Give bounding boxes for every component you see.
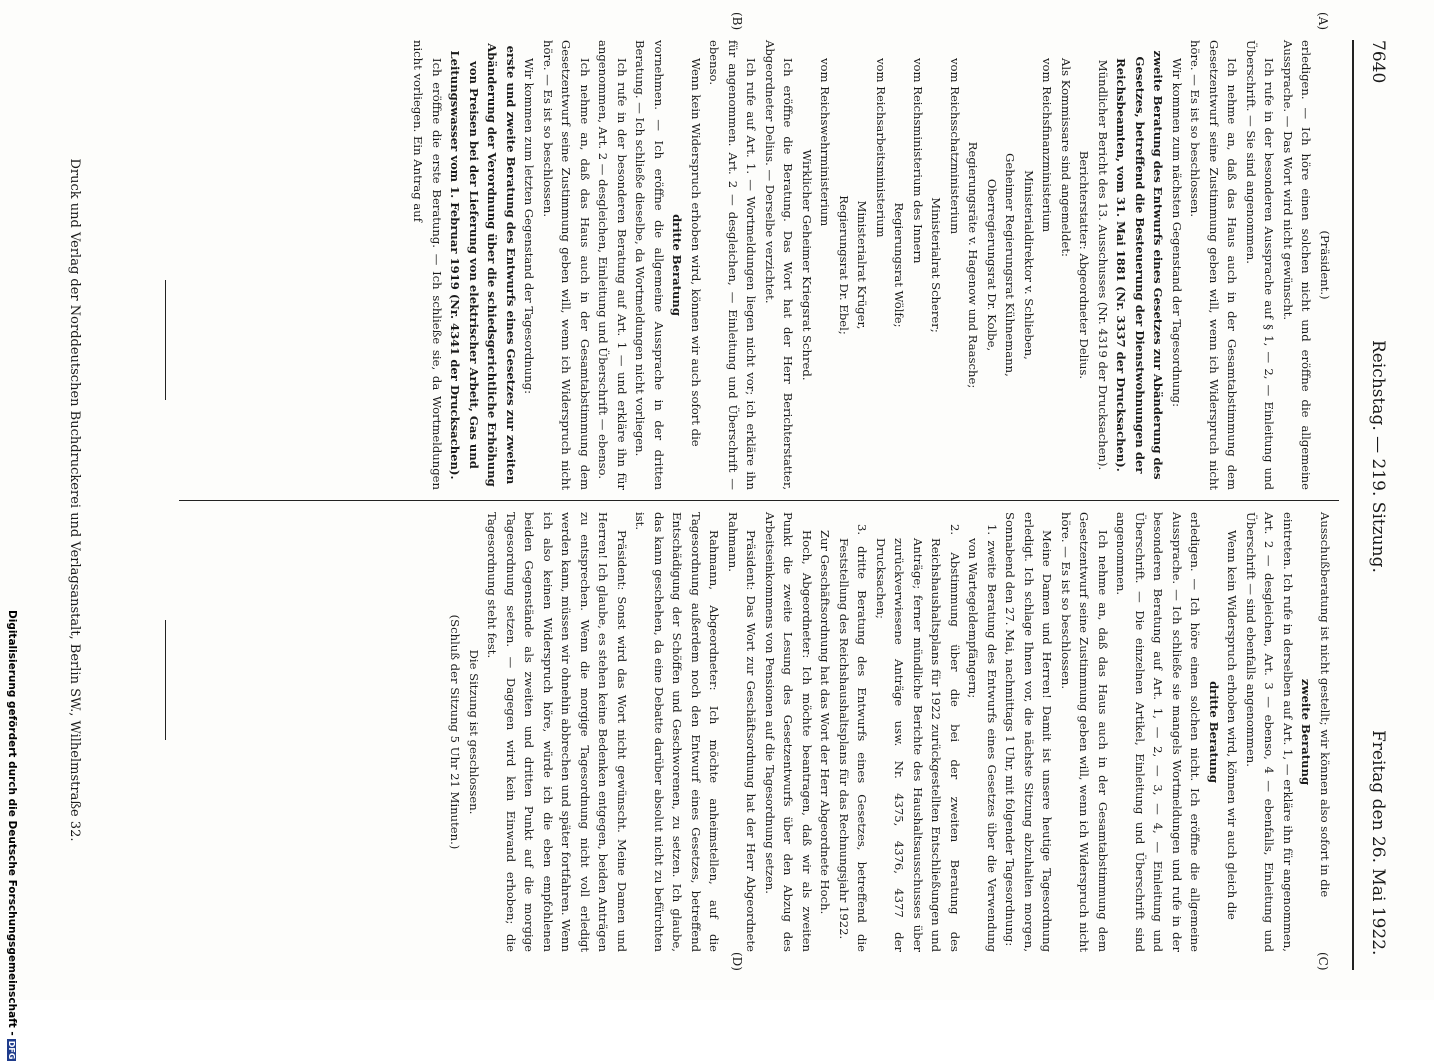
bottom-rule-right xyxy=(165,620,166,740)
list-item: Geheimer Regierungsrat Kühnemann, xyxy=(1003,153,1018,377)
margin-mark-b: (B) xyxy=(730,12,744,31)
agenda-heading: zweite Beratung des Entwurfs eines Gesetzes zur Abänderung des Gesetzes, betreffend die Besteuerung der Dienstwohnungen der Reichsbeamten, vom 31. Mai 1881 (Nr. 3337 der Drucksachen). xyxy=(1114,50,1166,480)
closing-line: Die Sitzung ist geschlossen. xyxy=(467,649,481,815)
header-date: Freitag den 26. Mai 1922. xyxy=(1368,730,1388,956)
agenda-item: 2. Abstimmung über die bei der zweiten Beratung des Reichshaushaltsplans für 1922 zurückgestellten Entschließungen und Anträge; ferner mündliche Berichte des Haushaltsausschusses über zurückverwiesene Anträge usw. Nr. 4375, 4376, 4377 der Drucksachen; xyxy=(874,524,962,952)
paragraph: erledigen. — Ich höre einen solchen nicht und eröffne die allgemeine Aussprache. — Das Wort wird nicht gewünscht. xyxy=(1281,40,1314,490)
speaker-label: (Präsident.) xyxy=(1318,230,1332,300)
list-item: vom Reichsministerium des Innern xyxy=(911,58,925,264)
bottom-rule-left xyxy=(165,280,166,400)
page-header xyxy=(1354,40,1392,970)
header-title: Reichstag. — 219. Sitzung. xyxy=(1368,340,1388,573)
paragraph: Ich nehme an, daß das Haus auch in der Gesamtabstimmung dem Gesetzentwurf seine Zustimmung geben will, wenn ich Widerspruch nicht höre. — Es ist so beschlossen. xyxy=(541,40,592,490)
paragraph: Ich rufe in der besonderen Beratung auf Art. 1 — und erkläre ihn für angenommen, Art. 2 — desgleichen, Einleitung und Überschrift — ebenso. xyxy=(596,40,629,490)
list-item: vom Reichsarbeitsministerium xyxy=(874,58,888,238)
left-column xyxy=(409,40,1334,490)
list-item: Oberregierungsrat Dr. Kolbe, xyxy=(985,178,999,352)
paragraph: Zur Geschäftsordnung hat das Wort der Herr Abgeordnete Hoch. xyxy=(818,530,833,915)
page-number: 7640 xyxy=(1368,40,1388,84)
paragraph: Ich rufe in der besonderen Aussprache auf § 1, — 2, — Einleitung und Überschrift. — Sie sind angenommen. xyxy=(1244,40,1277,490)
paragraph: Ich nehme an, daß das Haus auch in der Gesamtabstimmung dem Gesetzentwurf seine Zustimmung geben will, wenn ich Widerspruch nicht höre. — Es ist so beschlossen. xyxy=(1059,512,1110,952)
paragraph: Wir kommen zum letzten Gegenstand der Tagesordnung: xyxy=(522,58,537,395)
paragraph: Präsident: Sonst wird das Wort nicht gewünscht. Meine Damen und Herren! Ich glaube, es stehen keine Bedenken entgegen, beiden Anträgen zu entsprechen. Wenn die morgige Tagesordnung nicht voll erledigt werden kann, müssen wir ohnehin abbrechen und später fortfahren. Wenn ich also keinen Widerspruch höre, würde ich die eben empfohlenen beiden Gegenstände als zweiten und dritten Punkt auf die morgige Tagesordnung setzen. — Dagegen wird kein Einwand erhoben; die Tagesordnung steht fest. xyxy=(485,512,629,952)
paragraph: Präsident: Das Wort zur Geschäftsordnung hat der Herr Abgeordnete Rahmann. xyxy=(726,512,759,952)
paragraph: eintreten. Ich rufe in derselben auf Art. 1, — erkläre ihn für angenommen, Art. 2 — desgleichen, Art. 3 — ebenso, 4 — ebenfalls, Einleitung und Überschrift — sind ebenfalls angenommen. xyxy=(1244,512,1295,952)
paragraph: Rahmann, Abgeordneter: Ich möchte anheimstellen, auf die Tagesordnung außerdem noch den Entwurf eines Gesetzes, betreffend Entschädigung der Schöffen und Geschworenen, zu setzen. Ich glaube, das kann geschehen, da eine Debatte darüber absolut nicht zu befürchten ist. xyxy=(633,512,722,952)
paragraph: Wenn kein Widerspruch erhoben wird, können wir auch gleich die xyxy=(1225,530,1240,920)
right-column xyxy=(446,512,1334,952)
list-item: vom Reichsfinanzministerium xyxy=(1040,58,1055,233)
section-heading: zweite Beratung xyxy=(1299,678,1314,786)
margin-mark-d: (D) xyxy=(730,952,744,971)
paragraph: Mündlicher Bericht des 13. Ausschusses (Nr. 4319 der Drucksachen). xyxy=(1096,59,1110,471)
list-item: Regierungsrat Wölfe; xyxy=(892,202,907,328)
paragraph: Meine Damen und Herren! Damit ist unsere heutige Tagesordnung erledigt. Ich schlage Ihnen vor, die nächste Sitzung abzuhalten morgen, Sonnabend den 27. Mai, nachmittags 1 Uhr, mit folgender Tagesordnung: xyxy=(1003,512,1055,952)
paragraph: vornehmen. — Ich eröffne die allgemeine Aussprache in der dritten Beratung. — Ich schließe dieselbe, da Wortmeldungen nicht vorliegen. xyxy=(633,40,666,490)
closing-time: (Schluß der Sitzung 5 Uhr 21 Minuten.) xyxy=(448,614,463,850)
paragraph: Ich eröffne die erste Beratung. — Ich schließe sie, da Wortmeldungen nicht vorliegen. Ein Antrag auf xyxy=(411,40,444,490)
list-item: Ministerialdirektor v. Schlieben, xyxy=(1022,170,1036,360)
paragraph: Wenn kein Widerspruch erhoben wird, können wir auch sofort die xyxy=(689,58,703,447)
header-rule xyxy=(1352,40,1354,970)
printer-imprint: Druck und Verlag der Norddeutschen Buchdruckerei und Verlagsanstalt, Berlin SW., Wilhelmstraße 32. xyxy=(67,158,82,842)
column-divider xyxy=(179,500,1339,501)
agenda-item: 3. dritte Beratung des Entwurfs eines Gesetzes, betreffend die Feststellung des Reichshaushaltsplans für das Rechnungsjahr 1922. xyxy=(837,524,870,952)
paragraph: Hoch, Abgeordneter: Ich möchte beantragen, daß wir als zweiten Punkt die zweite Lesung des Gesetzentwurfs über den Abzug des Arbeitseinkommens von Pensionen auf die Tagesordnung setzen. xyxy=(763,512,814,952)
paragraph: Ich eröffne die Beratung. Das Wort hat der Herr Berichterstatter, Abgeordneter Delius. — Derselbe verzichtet. xyxy=(763,40,796,490)
paragraph: Ich rufe auf Art. 1. — Wortmeldungen liegen nicht vor; ich erkläre ihn für angenommen. Art. 2 — desgleichen, — Einleitung und Überschrift — ebenso. xyxy=(707,40,759,490)
section-heading: dritte Beratung xyxy=(670,214,685,316)
digitization-note xyxy=(6,610,18,1061)
paragraph: Ich nehme an, daß das Haus auch in der Gesamtabstimmung dem Gesetzentwurf seine Zustimmung geben will, wenn ich Widerspruch nicht höre. — Es ist so beschlossen. xyxy=(1188,40,1240,490)
agenda-item: 1. zweite Beratung des Entwurfs eines Gesetzes über die Verwendung von Wartegeldempfängern; xyxy=(966,524,999,952)
list-item: Regierungsrat Dr. Ebel; xyxy=(837,195,851,335)
dfg-logo: DFG xyxy=(7,1040,16,1060)
list-item: Wirklicher Geheimer Kriegsrat Schred. xyxy=(800,149,814,381)
margin-mark-a: (A) xyxy=(1316,12,1330,31)
paragraph: Als Kommissare sind angemeldet: xyxy=(1059,58,1073,257)
paragraph: erledigen. — Ich höre einen solchen nicht. Ich eröffne die allgemeine Aussprache. — Ich schließe sie mangels Wortmeldungen und rufe in der besonderen Beratung auf Art. 1, — 2, — 3, — 4, — Einleitung und Überschrift. — Die einzelnen Artikel, Einleitung und Überschrift sind angenommen. xyxy=(1114,512,1203,952)
agenda-heading: erste und zweite Beratung des Entwurfs eines Gesetzes zur zweiten Abänderung der Verordnung über die schiedsgerichtliche Erhöhung von Preisen bei der Lieferung von elektrischer Arbeit, Gas und Leitungswasser vom 1. Februar 1919 (Nr. 4341 der Drucksachen). xyxy=(448,43,518,487)
paragraph: Berichterstatter: Abgeordneter Delius. xyxy=(1077,150,1092,380)
list-item: Ministerialrat Krüger, xyxy=(855,200,870,330)
list-item: vom Reichsschatzministerium xyxy=(948,58,962,235)
paragraph: Ausschußberatung ist nicht gestellt; wir können also sofort in die xyxy=(1318,512,1332,898)
list-item: Ministerialrat Scherer; xyxy=(929,197,944,333)
list-item: Regierungsräte v. Hagenow und Raasche; xyxy=(966,141,981,389)
paragraph: Wir kommen zum nächsten Gegenstand der Tagesordnung: xyxy=(1170,58,1184,407)
margin-mark-c: (C) xyxy=(1316,952,1330,971)
section-heading: dritte Beratung xyxy=(1207,681,1221,783)
list-item: vom Reichswehrministerium xyxy=(818,58,833,227)
digitization-text: Digitalisierung gefördert durch die Deutsche Forschungsgemeinschaft - xyxy=(6,610,18,1036)
